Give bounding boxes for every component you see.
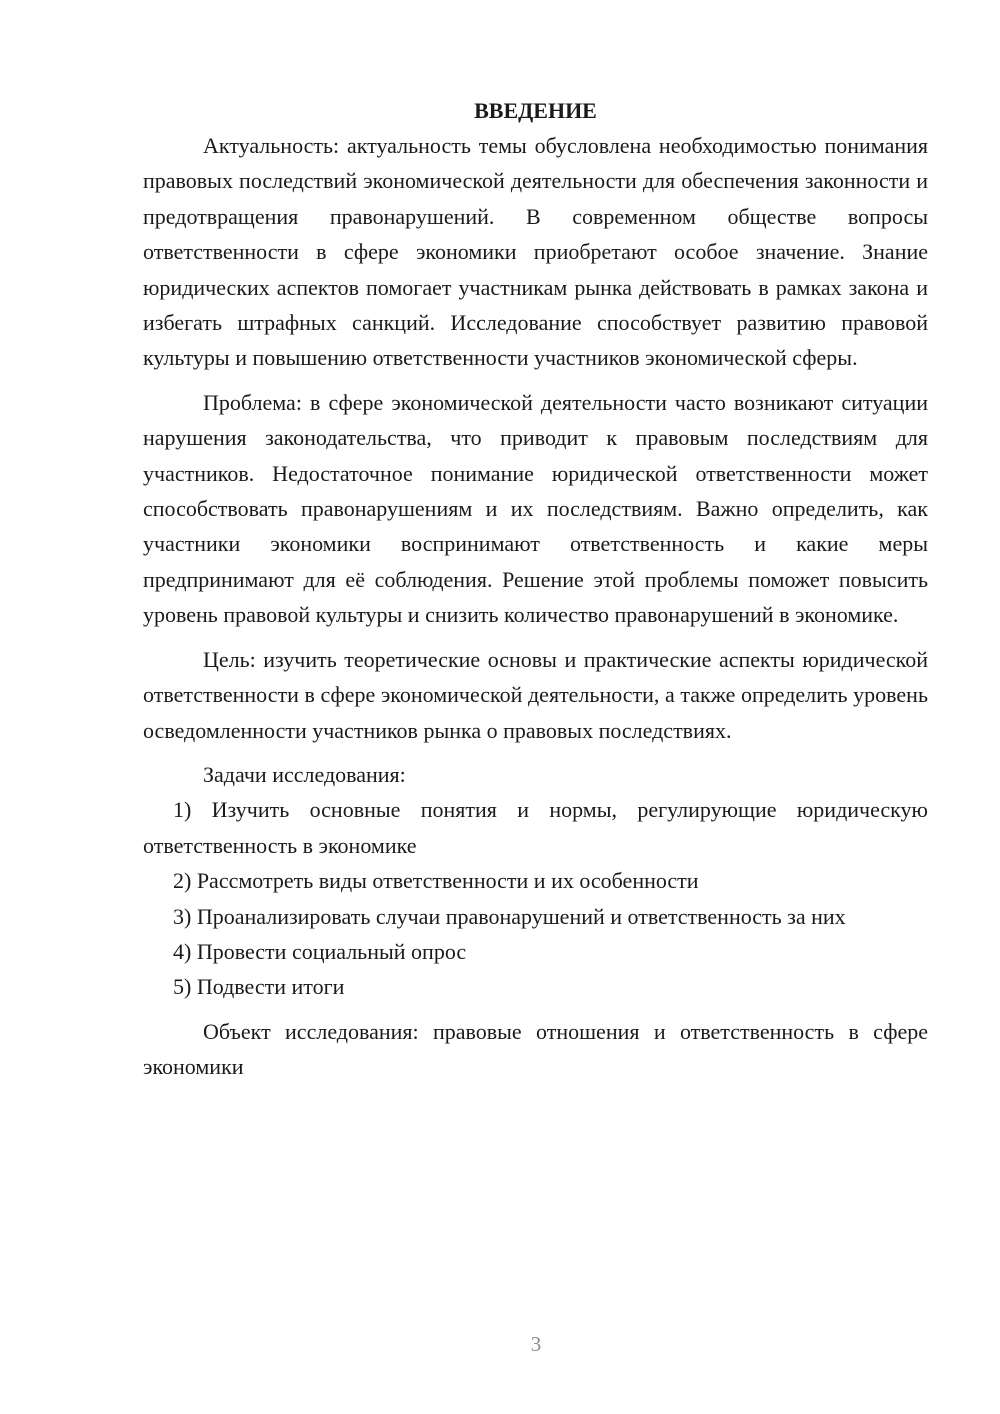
paragraph-goal: Цель: изучить теоретические основы и практические аспекты юридической ответственности в сфере экономической деятельности, а также определить уровень осведомленности участников рынка о правовых последствиях. bbox=[143, 646, 928, 743]
task-item-2: 2) Рассмотреть виды ответственности и их особенности bbox=[173, 868, 699, 894]
paragraph-object: Объект исследования: правовые отношения и ответственность в сфере экономики bbox=[143, 1018, 928, 1080]
paragraph-problem: Проблема: в сфере экономической деятельности часто возникают ситуации нарушения законодательства, что приводит к правовым последствиям для участников. Недостаточное понимание юридической ответственности может способствовать правонарушениям и их последствиям. Важно определить, как участники экономики воспринимают ответственность и какие меры предпринимают для её соблюдения. Решение этой проблемы поможет повысить уровень правовой культуры и снизить количество правонарушений в экономике. bbox=[143, 389, 928, 628]
document-page bbox=[143, 96, 928, 1085]
task-item-1: 1) Изучить основные понятия и нормы, регулирующие юридическую ответственность в экономике bbox=[143, 797, 928, 858]
task-item-3: 3) Проанализировать случаи правонарушений и ответственность за них bbox=[173, 903, 846, 929]
task-item-5: 5) Подвести итоги bbox=[173, 974, 345, 1000]
paragraph-relevance: Актуальность: актуальность темы обусловлена необходимостью понимания правовых последствий экономической деятельности для обеспечения законности и предотвращения правонарушений. В современном обществе вопросы ответственности в сфере экономики приобретают особое значение. Знание юридических аспектов помогает участникам рынка действовать в рамках закона и избегать штрафных санкций. Исследование способствует развитию правовой культуры и повышению ответственности участников экономической сферы. bbox=[143, 133, 928, 371]
tasks-heading: Задачи исследования: bbox=[203, 761, 406, 787]
page-number: 3 bbox=[530, 1332, 542, 1356]
task-item-4: 4) Провести социальный опрос bbox=[173, 938, 467, 964]
section-title: ВВЕДЕНИЕ bbox=[474, 98, 597, 123]
